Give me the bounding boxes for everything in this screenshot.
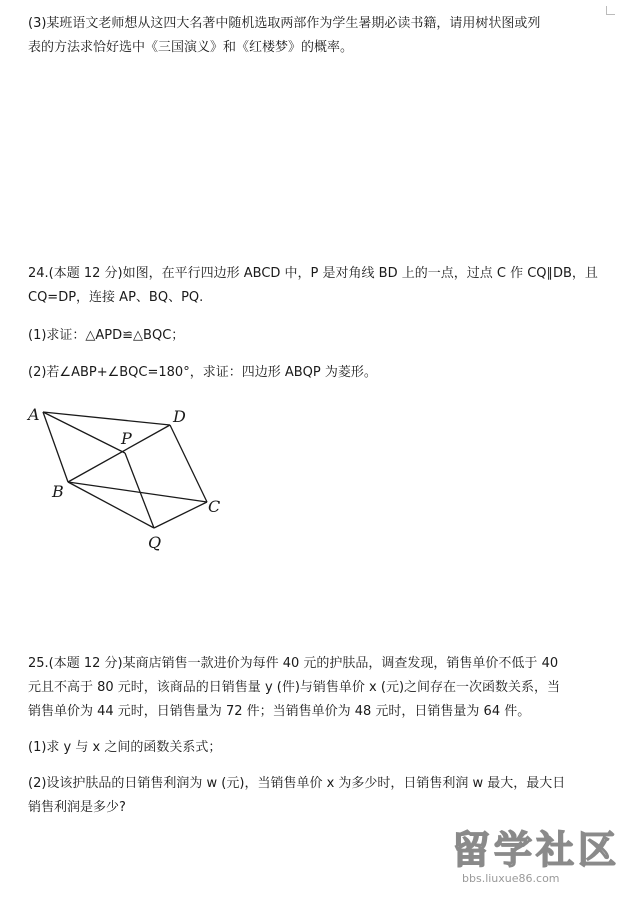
parallelogram-figure [22,398,242,558]
watermark-logo: 留学社区 [452,828,621,872]
q25-intro-line-1: 25.(本题 12 分)某商店销售一款进价为每件 40 元的护肤品，调查发现，销售单价不低于 40 [28,656,559,671]
q24-part1-text: (1)求证：△APD≌△BQC； [28,328,185,343]
q25-intro-line-3: 销售单价为 44 元时，日销售量为 72 件；当销售单价为 48 元时，日销售量为 64 件。 [28,704,531,719]
question-24-part-1 [28,324,598,348]
question-25-part-2 [28,772,598,820]
label-B: B [52,482,64,501]
q25-intro-line-2: 元且不高于 80 元时，该商品的日销售量 y (件)与销售单价 x (元)之间存在一次函数关系，当 [28,680,561,695]
question-24-intro [28,262,598,310]
q25-part2-line-1: (2)设该护肤品的日销售利润为 w (元)，当销售单价 x 为多少时，日销售利润 w 最大，最大日 [28,776,566,791]
label-A: A [28,405,40,424]
q23-part3-line-2: 表的方法求恰好选中《三国演义》和《红楼梦》的概率。 [28,40,354,55]
label-P: P [121,429,132,448]
q24-part2-text: (2)若∠ABP+∠BQC=180°，求证：四边形 ABQP 为菱形。 [28,365,377,380]
segment-DC [170,425,207,502]
site-watermark [452,828,620,896]
question-23-part-3 [28,12,598,60]
q24-intro-line-1: 24.(本题 12 分)如图，在平行四边形 ABCD 中，P 是对角线 BD 上的一点，过点 C 作 CQ∥DB，且 [28,266,598,281]
label-Q: Q [148,533,162,552]
label-C: C [208,497,221,516]
question-25-intro [28,652,598,724]
q23-part3-line-1: (3)某班语文老师想从这四大名著中随机选取两部作为学生暑期必读书籍，请用树状图或列 [28,16,541,31]
q25-part1-text: (1)求 y 与 x 之间的函数关系式； [28,740,222,755]
q24-intro-line-2: CQ=DP，连接 AP、BQ、PQ. [28,290,204,305]
page-corner-mark [606,6,615,15]
question-24-part-2 [28,361,598,385]
question-25-part-1 [28,736,598,760]
segment-AD [43,412,170,425]
segment-CQ [154,502,207,528]
watermark-url: bbs.liuxue86.com [462,872,560,885]
segment-BQ [68,482,154,528]
q25-part2-line-2: 销售利润是多少? [28,800,126,815]
diagonal-BD [68,425,170,482]
label-D: D [173,407,186,426]
